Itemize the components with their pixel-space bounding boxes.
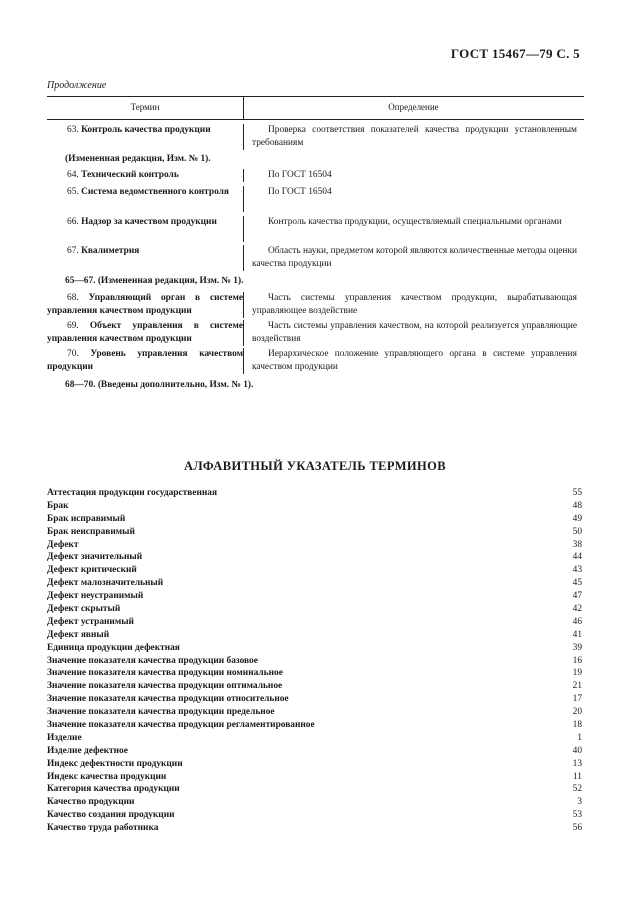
index-page-number: 13 [572,758,582,769]
index-entry [47,590,582,603]
table-row-term [47,245,243,258]
index-entry [47,758,582,771]
index-entry [47,551,582,564]
index-term: Дефект устранимый [47,616,134,627]
index-entry [47,526,582,539]
index-term: Значение показателя качества продукции относительное [47,694,289,705]
table-row-definition: Область науки, предметом которой являются количественные методы оценки качества продукции [252,246,578,269]
table-row-definition: Контроль качества продукции, осуществляемый специальными органами [268,217,562,227]
term-text: Система ведомственного контроля [81,187,229,197]
amendment-note: (Измененная редакция, Изм. № 1). [65,154,211,164]
index-page-number: 11 [572,771,582,782]
index-list [47,487,582,835]
index-entry [47,655,582,668]
table-row-definition: По ГОСТ 16504 [268,170,332,180]
index-term: Изделие [47,732,82,743]
index-term: Дефект неустранимый [47,591,144,602]
index-page-number: 3 [577,797,582,808]
index-term: Категория качества продукции [47,784,180,795]
row-divider [243,348,244,374]
index-entry [47,513,582,526]
index-page-number: 16 [572,655,582,666]
index-entry [47,732,582,745]
table-row-definition: По ГОСТ 16504 [268,187,332,197]
index-term: Значение показателя качества продукции предельное [47,707,275,718]
row-number: 69. [67,321,79,331]
index-term: Брак неисправимый [47,526,135,537]
table-row-term [47,320,243,345]
index-term: Брак [47,500,69,511]
index-entry [47,500,582,513]
index-entry [47,539,582,552]
index-entry [47,796,582,809]
table-row-definition: Иерархическое положение управляющего органа в системе управления качеством продукции [252,349,577,372]
index-page-number: 41 [572,629,582,640]
index-page-number: 43 [572,565,582,576]
column-header-definition: Определение [388,102,439,112]
index-term: Дефект значительный [47,552,143,563]
row-number: 70. [67,349,79,359]
amendment-note: 68—70. (Введены дополнительно, Изм. № 1). [65,380,254,390]
index-term: Индекс качества продукции [47,771,167,782]
table-row-term [47,348,243,373]
index-page-number: 44 [572,552,582,563]
index-page-number: 40 [572,745,582,756]
row-divider [243,245,244,271]
index-page-number: 53 [572,810,582,821]
index-entry [47,822,582,835]
row-divider [243,186,244,212]
index-page-number: 38 [572,539,582,550]
index-term: Значение показателя качества продукции базовое [47,655,258,666]
index-term: Изделие дефектное [47,745,128,756]
index-entry [47,564,582,577]
index-entry [47,693,582,706]
table-row-term [47,216,243,229]
row-number: 66. [67,217,79,227]
index-page-number: 18 [572,720,582,731]
term-text: Объект управления в системе управления качеством продукции [47,321,243,344]
index-entry [47,706,582,719]
index-entry [47,667,582,680]
index-entry [47,771,582,784]
index-page-number: 21 [572,681,582,692]
index-page-number: 47 [572,591,582,602]
index-entry [47,809,582,822]
term-text: Управляющий орган в системе управления качеством продукции [47,293,243,316]
table-row-term [47,124,243,137]
index-term: Значение показателя качества продукции номинальное [47,668,283,679]
index-page-number: 52 [572,784,582,795]
amendment-note: 65—67. (Измененная редакция, Изм. № 1). [65,276,244,286]
index-page-number: 56 [572,823,582,834]
index-page-number: 19 [572,668,582,679]
row-number: 65. [67,187,79,197]
table-header-rule [47,119,584,120]
term-text: Надзор за качеством продукции [81,217,217,227]
row-divider [243,292,244,318]
index-page-number: 17 [572,694,582,705]
index-entry [47,629,582,642]
index-term: Дефект скрытый [47,604,121,615]
index-entry [47,680,582,693]
index-term: Индекс дефектности продукции [47,758,183,769]
row-divider [243,320,244,346]
table-row-term [47,169,243,182]
table-row-definition: Часть системы управления качеством продукции, вырабатывающая управляющее воздействие [252,293,577,316]
index-page-number: 42 [572,604,582,615]
row-number: 64. [67,170,79,180]
index-page-number: 50 [572,526,582,537]
index-page-number: 46 [572,616,582,627]
term-text: Уровень управления качеством продукции [47,349,243,372]
index-term: Качество создания продукции [47,810,175,821]
index-entry [47,616,582,629]
index-entry [47,745,582,758]
index-entry [47,719,582,732]
index-term: Брак исправимый [47,513,126,524]
index-page-number: 49 [572,513,582,524]
index-page-number: 48 [572,500,582,511]
index-term: Значение показателя качества продукции оптимальное [47,681,283,692]
index-term: Значение показателя качества продукции регламентированное [47,720,315,731]
index-term: Качество труда работника [47,823,159,834]
term-text: Технический контроль [81,170,179,180]
row-divider [243,124,244,150]
index-term: Дефект явный [47,629,110,640]
index-page-number: 1 [577,732,582,743]
term-text: Квалиметрия [81,246,140,256]
index-page-number: 45 [572,578,582,589]
index-entry [47,783,582,796]
term-text: Контроль качества продукции [81,125,211,135]
index-page-number: 55 [572,488,582,498]
index-title: АЛФАВИТНЫЙ УКАЗАТЕЛЬ ТЕРМИНОВ [183,459,447,473]
table-top-rule [47,96,584,97]
index-term: Дефект критический [47,565,137,576]
row-number: 67. [67,246,79,256]
index-term: Аттестация продукции государственная [47,488,218,498]
index-entry [47,487,582,500]
index-term: Дефект [47,539,79,550]
table-row-definition: Проверка соответствия показателей качества продукции установленным требованиям [252,125,577,148]
index-term: Качество продукции [47,797,135,808]
row-divider [243,169,244,182]
index-entry [47,603,582,616]
table-row-definition: Часть системы управления качеством, на которой реализуется управляющие воздействия [252,321,577,344]
index-page-number: 39 [572,642,582,653]
row-number: 63. [67,125,79,135]
index-entry [47,642,582,655]
page-header-standard: ГОСТ 15467—79 С. 5 [450,46,580,61]
row-number: 68. [67,293,79,303]
index-term: Дефект малозначительный [47,578,164,589]
index-term: Единица продукции дефектная [47,642,180,653]
table-row-term [47,186,243,199]
continuation-label: Продолжение [47,80,107,91]
index-entry [47,577,582,590]
row-divider [243,216,244,242]
index-page-number: 20 [572,707,582,718]
table-row-term [47,292,243,317]
column-header-term: Термин [130,102,160,112]
